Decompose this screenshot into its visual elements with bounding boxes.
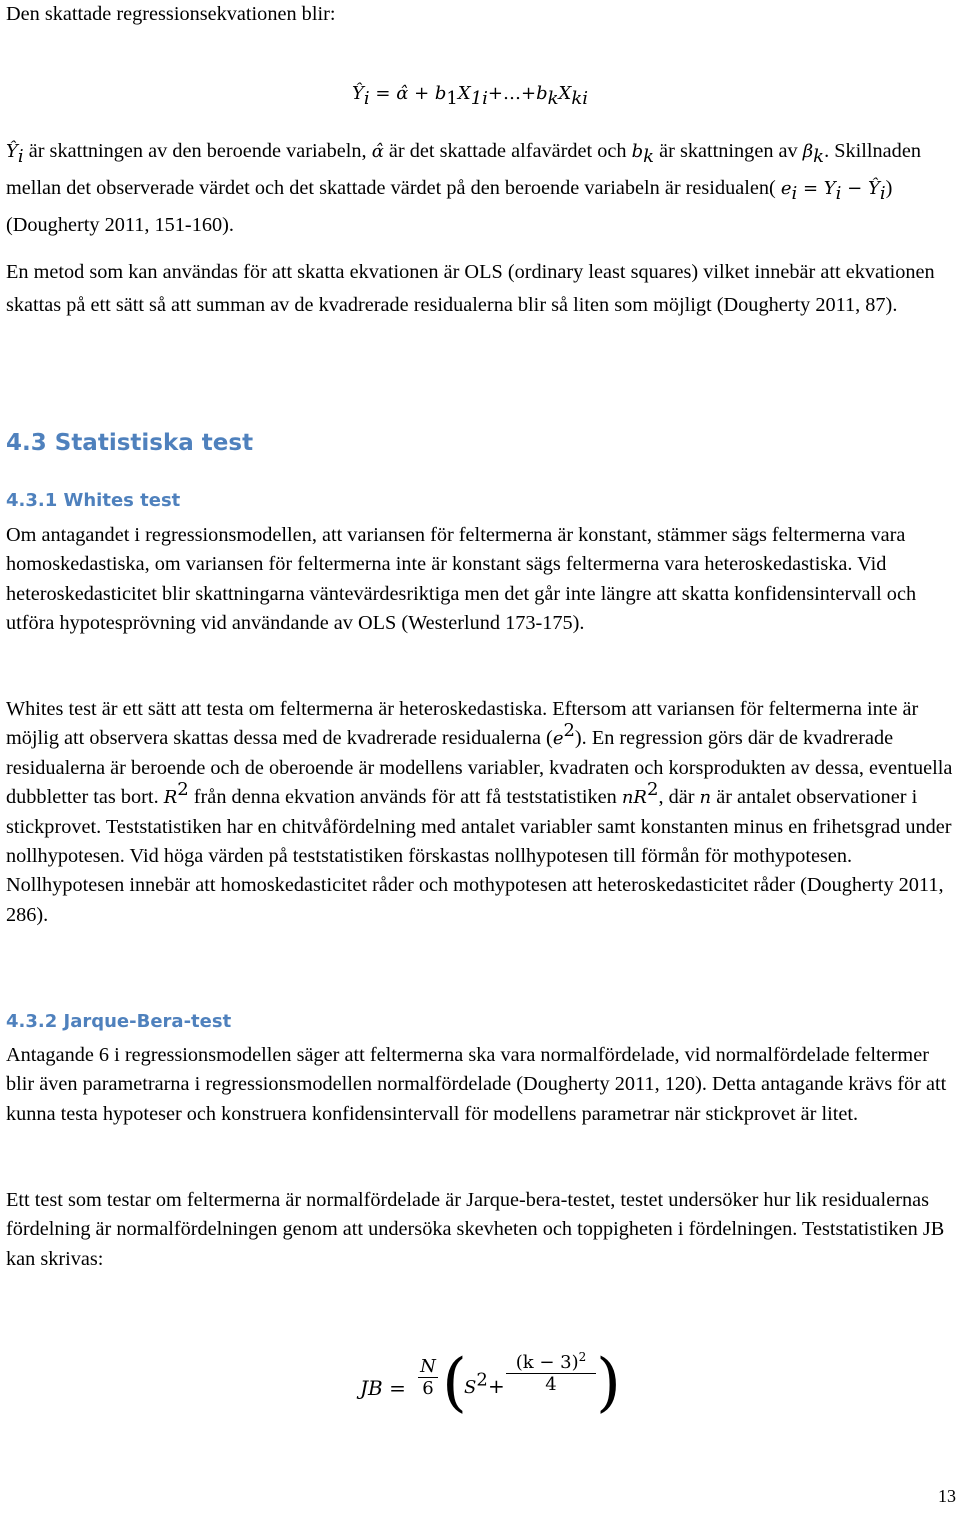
normality-assumption-paragraph: Antagande 6 i regressionsmodellen säger att feltermerna ska vara normalfördelade, vid normalfördelade feltermer blir även parametrarna i regressionsmodellen normalfördelade (Dougherty 2011, 120). Detta antagande krävs för att kunna testa hypoteser och konstruera konfidensintervall för modellens parametrar när stickprovet är litet. <box>6 1044 947 1125</box>
jb-fraction-kurtosis: $(k - 3)^2$ 4 <box>506 1352 596 1395</box>
subsection-heading-whites-test: 4.3.1 Whites test <box>6 490 181 511</box>
whites-test-paragraph: Whites test är ett sätt att testa om feltermerna är heteroskedastiska. Eftersom att variansen för feltermerna inte är möjlig att observera skattas dessa med de kvadrerade residualerna $(e^2)$. En regression görs där de kvadrerade residualerna är beroende och de oberoende är modellens variabler, kvadraten och korsprodukten av dessa, eventuella dubbletter tas bort. $R^2$ från denna ekvation används för att få teststatistiken $nR^2$, där n är antalet observationer i stickprovet. Teststatistiken har en chitvåfördelning med antalet variabler samt konstanten minus en frihetsgrad under nollhypotesen. Vid höga värden på teststatistiken förskastas nollhypotesen till förmån för mothypotesen. Nollhypotesen innebär att homoskedasticitet råder och mothypotesen att heteroskedasticitet råder (Dougherty 2011, 286). <box>6 698 953 926</box>
left-paren: ( <box>442 1346 467 1420</box>
jb-fraction-n-over-6: N 6 <box>418 1356 438 1399</box>
heteroskedasticity-paragraph: Om antagandet i regressionsmodellen, att variansen för feltermerna är konstant, stämmer sägs feltermerna vara homoskedastiska, om variansen för feltermerna inte är konstant sägs feltermerna vara heteroskedastiska. Vid heteroskedasticitet blir skattningarna väntevärdesriktiga men det går inte längre att skatta konfidensintervall och utföra hypotesprövning vid användande av OLS (Westerlund 173-175). <box>6 524 917 634</box>
section-heading-statistiska-test: 4.3 Statistiska test <box>6 430 254 456</box>
subsection-heading-jarque-bera-test: 4.3.2 Jarque-Bera-test <box>6 1011 232 1032</box>
regression-equation: $Ŷ_i$ = α̂ + $b_1X_{1i}+\dots+b_kX_{ki}$ <box>352 83 589 109</box>
jarque-bera-description-paragraph: Ett test som testar om feltermerna är normalfördelade är Jarque-bera-testet, testet undersöker hur lik residualernas fördelning är normalfördelningen genom att undersöka skevheten och toppigheten i fördelningen. Teststatistiken JB kan skrivas: <box>6 1189 945 1270</box>
right-paren: ) <box>596 1346 621 1420</box>
jarque-bera-formula: JB = N 6 ( $S^2$ + $(k - 3)^2$ 4 ) <box>360 1346 621 1420</box>
intro-paragraph: Den skattade regressionsekvationen blir: <box>6 3 336 25</box>
regression-explanation-paragraph: $Ŷ_i$ är skattningen av den beroende variabeln, α̂ är det skattade alfavärdet och $b_k$ är skattningen av $\beta_k$. Skillnaden mellan det observerade värdet och det skattade värdet på den beroende variabeln är residualen( $e_i = Y_i$ − $Ŷ_i$) (Dougherty 2011, 151-160). <box>6 140 921 236</box>
ols-paragraph: En metod som kan användas för att skatta ekvationen är OLS (ordinary least squares) vilket innebär att ekvationen skattas på ett sätt så att summan av de kvadrerade residualerna blir så liten som möjligt (Dougherty 2011, 87). <box>6 261 935 316</box>
page-number: 13 <box>938 1486 956 1506</box>
